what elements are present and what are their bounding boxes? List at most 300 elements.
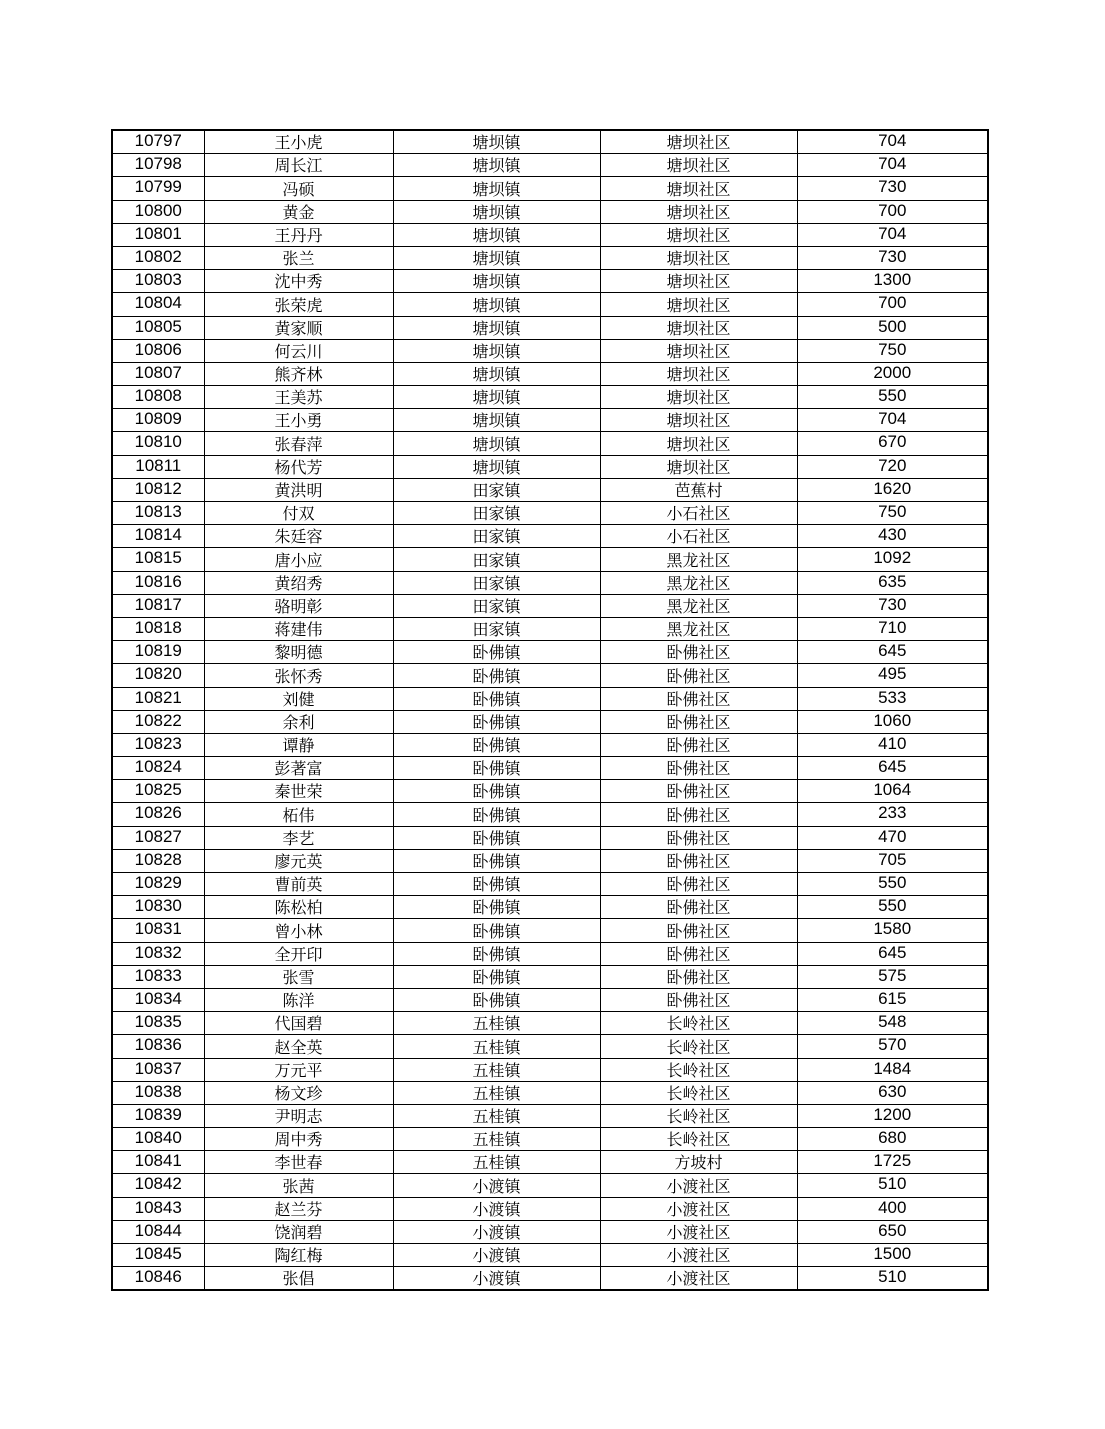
name-cell: 尹明志 (204, 1104, 393, 1127)
serial-number-cell: 10831 (112, 919, 204, 942)
community-cell: 塘坝社区 (600, 362, 797, 385)
name-cell: 付双 (204, 502, 393, 525)
serial-number-cell: 10840 (112, 1128, 204, 1151)
community-cell: 塘坝社区 (600, 409, 797, 432)
amount-cell: 645 (797, 757, 988, 780)
serial-number-cell: 10805 (112, 316, 204, 339)
amount-cell: 704 (797, 154, 988, 177)
name-cell: 陶红梅 (204, 1244, 393, 1267)
name-cell: 杨代芳 (204, 455, 393, 478)
community-cell: 长岭社区 (600, 1104, 797, 1127)
community-cell: 卧佛社区 (600, 687, 797, 710)
name-cell: 何云川 (204, 339, 393, 362)
town-cell: 塘坝镇 (393, 409, 600, 432)
name-cell: 饶润碧 (204, 1220, 393, 1243)
community-cell: 长岭社区 (600, 1128, 797, 1151)
community-cell: 塘坝社区 (600, 154, 797, 177)
community-cell: 塘坝社区 (600, 316, 797, 339)
community-cell: 塘坝社区 (600, 293, 797, 316)
amount-cell: 2000 (797, 362, 988, 385)
serial-number-cell: 10824 (112, 757, 204, 780)
name-cell: 杨文珍 (204, 1081, 393, 1104)
name-cell: 黄金 (204, 200, 393, 223)
town-cell: 卧佛镇 (393, 710, 600, 733)
town-cell: 五桂镇 (393, 1035, 600, 1058)
serial-number-cell: 10838 (112, 1081, 204, 1104)
serial-number-cell: 10826 (112, 803, 204, 826)
community-cell: 方坡村 (600, 1151, 797, 1174)
name-cell: 骆明彰 (204, 594, 393, 617)
amount-cell: 550 (797, 873, 988, 896)
table-row (112, 362, 988, 385)
table-row (112, 1081, 988, 1104)
table-row (112, 664, 988, 687)
town-cell: 塘坝镇 (393, 200, 600, 223)
amount-cell: 670 (797, 432, 988, 455)
town-cell: 塘坝镇 (393, 246, 600, 269)
data-table (111, 129, 989, 1291)
serial-number-cell: 10816 (112, 571, 204, 594)
amount-cell: 1580 (797, 919, 988, 942)
serial-number-cell: 10839 (112, 1104, 204, 1127)
town-cell: 卧佛镇 (393, 757, 600, 780)
serial-number-cell: 10832 (112, 942, 204, 965)
serial-number-cell: 10834 (112, 988, 204, 1011)
name-cell: 张兰 (204, 246, 393, 269)
amount-cell: 704 (797, 130, 988, 154)
serial-number-cell: 10803 (112, 270, 204, 293)
town-cell: 田家镇 (393, 617, 600, 640)
table-row (112, 896, 988, 919)
name-cell: 李艺 (204, 826, 393, 849)
town-cell: 卧佛镇 (393, 849, 600, 872)
community-cell: 塘坝社区 (600, 246, 797, 269)
amount-cell: 630 (797, 1081, 988, 1104)
community-cell: 小渡社区 (600, 1244, 797, 1267)
serial-number-cell: 10806 (112, 339, 204, 362)
community-cell: 小石社区 (600, 525, 797, 548)
town-cell: 五桂镇 (393, 1012, 600, 1035)
name-cell: 张荣虎 (204, 293, 393, 316)
table-row (112, 1197, 988, 1220)
table-row (112, 339, 988, 362)
community-cell: 塘坝社区 (600, 270, 797, 293)
name-cell: 张茜 (204, 1174, 393, 1197)
town-cell: 田家镇 (393, 478, 600, 501)
town-cell: 卧佛镇 (393, 873, 600, 896)
table-row (112, 988, 988, 1011)
table-row (112, 177, 988, 200)
town-cell: 小渡镇 (393, 1174, 600, 1197)
town-cell: 田家镇 (393, 594, 600, 617)
community-cell: 塘坝社区 (600, 455, 797, 478)
amount-cell: 1064 (797, 780, 988, 803)
name-cell: 曾小林 (204, 919, 393, 942)
name-cell: 朱廷容 (204, 525, 393, 548)
serial-number-cell: 10827 (112, 826, 204, 849)
community-cell: 卧佛社区 (600, 965, 797, 988)
table-row (112, 571, 988, 594)
amount-cell: 550 (797, 896, 988, 919)
serial-number-cell: 10821 (112, 687, 204, 710)
town-cell: 塘坝镇 (393, 177, 600, 200)
community-cell: 卧佛社区 (600, 733, 797, 756)
town-cell: 塘坝镇 (393, 293, 600, 316)
table-body (112, 130, 988, 1290)
community-cell: 小渡社区 (600, 1174, 797, 1197)
table-row (112, 757, 988, 780)
serial-number-cell: 10815 (112, 548, 204, 571)
name-cell: 黄绍秀 (204, 571, 393, 594)
amount-cell: 680 (797, 1128, 988, 1151)
table-row (112, 409, 988, 432)
name-cell: 廖元英 (204, 849, 393, 872)
community-cell: 卧佛社区 (600, 896, 797, 919)
amount-cell: 650 (797, 1220, 988, 1243)
town-cell: 五桂镇 (393, 1058, 600, 1081)
town-cell: 卧佛镇 (393, 641, 600, 664)
serial-number-cell: 10804 (112, 293, 204, 316)
town-cell: 小渡镇 (393, 1197, 600, 1220)
name-cell: 黎明德 (204, 641, 393, 664)
name-cell: 陈洋 (204, 988, 393, 1011)
amount-cell: 750 (797, 339, 988, 362)
table-row (112, 1267, 988, 1291)
table-row (112, 733, 988, 756)
name-cell: 余利 (204, 710, 393, 733)
name-cell: 王美苏 (204, 386, 393, 409)
community-cell: 芭蕉村 (600, 478, 797, 501)
amount-cell: 730 (797, 594, 988, 617)
community-cell: 塘坝社区 (600, 386, 797, 409)
community-cell: 卧佛社区 (600, 826, 797, 849)
serial-number-cell: 10841 (112, 1151, 204, 1174)
table-row (112, 478, 988, 501)
amount-cell: 533 (797, 687, 988, 710)
town-cell: 田家镇 (393, 525, 600, 548)
amount-cell: 1725 (797, 1151, 988, 1174)
town-cell: 小渡镇 (393, 1220, 600, 1243)
amount-cell: 645 (797, 942, 988, 965)
amount-cell: 615 (797, 988, 988, 1011)
amount-cell: 570 (797, 1035, 988, 1058)
serial-number-cell: 10807 (112, 362, 204, 385)
name-cell: 蒋建伟 (204, 617, 393, 640)
amount-cell: 730 (797, 177, 988, 200)
community-cell: 卧佛社区 (600, 664, 797, 687)
table-row (112, 780, 988, 803)
serial-number-cell: 10799 (112, 177, 204, 200)
serial-number-cell: 10810 (112, 432, 204, 455)
table-row (112, 316, 988, 339)
table-row (112, 200, 988, 223)
serial-number-cell: 10800 (112, 200, 204, 223)
amount-cell: 730 (797, 246, 988, 269)
community-cell: 塘坝社区 (600, 177, 797, 200)
community-cell: 卧佛社区 (600, 641, 797, 664)
community-cell: 塘坝社区 (600, 200, 797, 223)
amount-cell: 510 (797, 1267, 988, 1291)
town-cell: 卧佛镇 (393, 780, 600, 803)
serial-number-cell: 10835 (112, 1012, 204, 1035)
amount-cell: 1060 (797, 710, 988, 733)
name-cell: 王小虎 (204, 130, 393, 154)
serial-number-cell: 10846 (112, 1267, 204, 1291)
name-cell: 秦世荣 (204, 780, 393, 803)
community-cell: 塘坝社区 (600, 223, 797, 246)
town-cell: 塘坝镇 (393, 386, 600, 409)
table-row (112, 942, 988, 965)
serial-number-cell: 10801 (112, 223, 204, 246)
table-row (112, 1058, 988, 1081)
community-cell: 卧佛社区 (600, 849, 797, 872)
table-row (112, 803, 988, 826)
town-cell: 卧佛镇 (393, 803, 600, 826)
table-row (112, 130, 988, 154)
serial-number-cell: 10812 (112, 478, 204, 501)
amount-cell: 1200 (797, 1104, 988, 1127)
town-cell: 塘坝镇 (393, 339, 600, 362)
table-row (112, 502, 988, 525)
serial-number-cell: 10844 (112, 1220, 204, 1243)
table-row (112, 594, 988, 617)
serial-number-cell: 10802 (112, 246, 204, 269)
community-cell: 小石社区 (600, 502, 797, 525)
table-row (112, 965, 988, 988)
name-cell: 张春萍 (204, 432, 393, 455)
name-cell: 黄洪明 (204, 478, 393, 501)
table-row (112, 617, 988, 640)
name-cell: 陈松柏 (204, 896, 393, 919)
community-cell: 黑龙社区 (600, 548, 797, 571)
community-cell: 卧佛社区 (600, 710, 797, 733)
table-row (112, 548, 988, 571)
serial-number-cell: 10798 (112, 154, 204, 177)
table-row (112, 1244, 988, 1267)
serial-number-cell: 10823 (112, 733, 204, 756)
serial-number-cell: 10820 (112, 664, 204, 687)
table-row (112, 246, 988, 269)
table-row (112, 1128, 988, 1151)
serial-number-cell: 10814 (112, 525, 204, 548)
table-row (112, 873, 988, 896)
name-cell: 柘伟 (204, 803, 393, 826)
amount-cell: 548 (797, 1012, 988, 1035)
community-cell: 小渡社区 (600, 1220, 797, 1243)
community-cell: 塘坝社区 (600, 339, 797, 362)
amount-cell: 500 (797, 316, 988, 339)
serial-number-cell: 10808 (112, 386, 204, 409)
town-cell: 田家镇 (393, 502, 600, 525)
name-cell: 全开印 (204, 942, 393, 965)
community-cell: 卧佛社区 (600, 919, 797, 942)
community-cell: 长岭社区 (600, 1058, 797, 1081)
amount-cell: 410 (797, 733, 988, 756)
serial-number-cell: 10811 (112, 455, 204, 478)
amount-cell: 635 (797, 571, 988, 594)
name-cell: 王丹丹 (204, 223, 393, 246)
community-cell: 长岭社区 (600, 1035, 797, 1058)
community-cell: 小渡社区 (600, 1197, 797, 1220)
amount-cell: 510 (797, 1174, 988, 1197)
amount-cell: 1484 (797, 1058, 988, 1081)
name-cell: 周长江 (204, 154, 393, 177)
community-cell: 长岭社区 (600, 1081, 797, 1104)
town-cell: 塘坝镇 (393, 270, 600, 293)
table-row (112, 525, 988, 548)
serial-number-cell: 10817 (112, 594, 204, 617)
amount-cell: 705 (797, 849, 988, 872)
table-row (112, 455, 988, 478)
town-cell: 卧佛镇 (393, 733, 600, 756)
serial-number-cell: 10843 (112, 1197, 204, 1220)
name-cell: 万元平 (204, 1058, 393, 1081)
name-cell: 张怀秀 (204, 664, 393, 687)
community-cell: 黑龙社区 (600, 571, 797, 594)
table-row (112, 641, 988, 664)
town-cell: 五桂镇 (393, 1104, 600, 1127)
name-cell: 唐小应 (204, 548, 393, 571)
amount-cell: 700 (797, 200, 988, 223)
town-cell: 卧佛镇 (393, 664, 600, 687)
town-cell: 五桂镇 (393, 1081, 600, 1104)
name-cell: 黄家顺 (204, 316, 393, 339)
town-cell: 塘坝镇 (393, 432, 600, 455)
community-cell: 小渡社区 (600, 1267, 797, 1291)
community-cell: 黑龙社区 (600, 617, 797, 640)
serial-number-cell: 10830 (112, 896, 204, 919)
town-cell: 塘坝镇 (393, 223, 600, 246)
town-cell: 卧佛镇 (393, 965, 600, 988)
table-row (112, 1174, 988, 1197)
table-row (112, 1104, 988, 1127)
serial-number-cell: 10836 (112, 1035, 204, 1058)
table-row (112, 849, 988, 872)
town-cell: 田家镇 (393, 571, 600, 594)
town-cell: 五桂镇 (393, 1128, 600, 1151)
town-cell: 卧佛镇 (393, 988, 600, 1011)
amount-cell: 430 (797, 525, 988, 548)
amount-cell: 645 (797, 641, 988, 664)
serial-number-cell: 10822 (112, 710, 204, 733)
table-row (112, 1012, 988, 1035)
name-cell: 冯硕 (204, 177, 393, 200)
town-cell: 五桂镇 (393, 1151, 600, 1174)
amount-cell: 550 (797, 386, 988, 409)
table-row (112, 826, 988, 849)
amount-cell: 1620 (797, 478, 988, 501)
town-cell: 卧佛镇 (393, 896, 600, 919)
name-cell: 沈中秀 (204, 270, 393, 293)
amount-cell: 704 (797, 223, 988, 246)
town-cell: 田家镇 (393, 548, 600, 571)
serial-number-cell: 10818 (112, 617, 204, 640)
community-cell: 塘坝社区 (600, 432, 797, 455)
table-row (112, 687, 988, 710)
name-cell: 李世春 (204, 1151, 393, 1174)
community-cell: 卧佛社区 (600, 757, 797, 780)
amount-cell: 704 (797, 409, 988, 432)
community-cell: 塘坝社区 (600, 130, 797, 154)
town-cell: 小渡镇 (393, 1267, 600, 1291)
serial-number-cell: 10828 (112, 849, 204, 872)
town-cell: 卧佛镇 (393, 942, 600, 965)
serial-number-cell: 10842 (112, 1174, 204, 1197)
town-cell: 塘坝镇 (393, 130, 600, 154)
name-cell: 周中秀 (204, 1128, 393, 1151)
community-cell: 卧佛社区 (600, 942, 797, 965)
amount-cell: 750 (797, 502, 988, 525)
name-cell: 代国碧 (204, 1012, 393, 1035)
table-row (112, 1220, 988, 1243)
serial-number-cell: 10797 (112, 130, 204, 154)
town-cell: 塘坝镇 (393, 154, 600, 177)
name-cell: 张倡 (204, 1267, 393, 1291)
amount-cell: 575 (797, 965, 988, 988)
amount-cell: 495 (797, 664, 988, 687)
name-cell: 刘健 (204, 687, 393, 710)
town-cell: 塘坝镇 (393, 455, 600, 478)
serial-number-cell: 10833 (112, 965, 204, 988)
serial-number-cell: 10825 (112, 780, 204, 803)
amount-cell: 1092 (797, 548, 988, 571)
serial-number-cell: 10819 (112, 641, 204, 664)
amount-cell: 233 (797, 803, 988, 826)
amount-cell: 400 (797, 1197, 988, 1220)
table-row (112, 223, 988, 246)
table-row (112, 432, 988, 455)
community-cell: 长岭社区 (600, 1012, 797, 1035)
name-cell: 赵兰芬 (204, 1197, 393, 1220)
table-row (112, 270, 988, 293)
town-cell: 卧佛镇 (393, 826, 600, 849)
serial-number-cell: 10837 (112, 1058, 204, 1081)
serial-number-cell: 10813 (112, 502, 204, 525)
name-cell: 谭静 (204, 733, 393, 756)
table-row (112, 710, 988, 733)
serial-number-cell: 10829 (112, 873, 204, 896)
name-cell: 张雪 (204, 965, 393, 988)
table-row (112, 386, 988, 409)
table-row (112, 919, 988, 942)
town-cell: 塘坝镇 (393, 362, 600, 385)
name-cell: 熊齐林 (204, 362, 393, 385)
amount-cell: 720 (797, 455, 988, 478)
amount-cell: 710 (797, 617, 988, 640)
amount-cell: 1300 (797, 270, 988, 293)
name-cell: 曹前英 (204, 873, 393, 896)
table-row (112, 1035, 988, 1058)
town-cell: 卧佛镇 (393, 687, 600, 710)
table-row (112, 293, 988, 316)
town-cell: 塘坝镇 (393, 316, 600, 339)
table-row (112, 1151, 988, 1174)
amount-cell: 1500 (797, 1244, 988, 1267)
amount-cell: 470 (797, 826, 988, 849)
name-cell: 彭著富 (204, 757, 393, 780)
name-cell: 王小勇 (204, 409, 393, 432)
community-cell: 黑龙社区 (600, 594, 797, 617)
community-cell: 卧佛社区 (600, 988, 797, 1011)
community-cell: 卧佛社区 (600, 803, 797, 826)
amount-cell: 700 (797, 293, 988, 316)
town-cell: 小渡镇 (393, 1244, 600, 1267)
name-cell: 赵全英 (204, 1035, 393, 1058)
community-cell: 卧佛社区 (600, 780, 797, 803)
community-cell: 卧佛社区 (600, 873, 797, 896)
town-cell: 卧佛镇 (393, 919, 600, 942)
serial-number-cell: 10845 (112, 1244, 204, 1267)
